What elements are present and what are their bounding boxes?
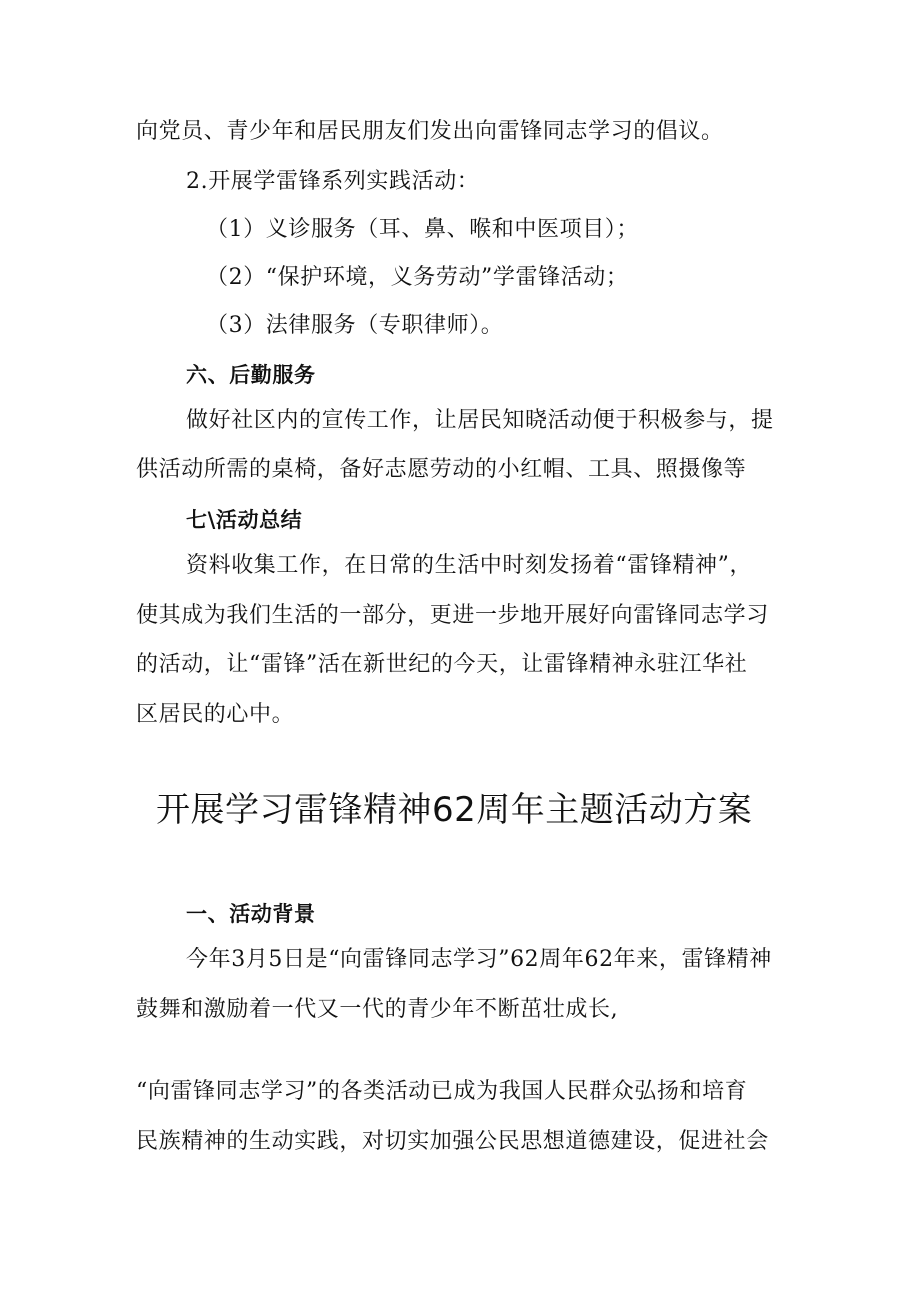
background-para1-line-2: 鼓舞和激励着一代又一代的青少年不断茁壮成长, (136, 997, 619, 1022)
summary-line-4: 区居民的心中。 (136, 702, 295, 727)
logistics-line-1: 做好社区内的宣传工作，让居民知晓活动便于积极参与，提 (186, 408, 774, 433)
intro-tail-line: 向党员、青少年和居民朋友们发出向雷锋同志学习的倡议。 (136, 119, 724, 144)
summary-line-1: 资料收集工作，在日常的生活中时刻发扬着“雷锋精神”， (186, 553, 753, 578)
sub-item-1: （1）义诊服务（耳、鼻、喉和中医项目）； (206, 217, 639, 242)
summary-line-2: 使其成为我们生活的一部分，更进一步地开展好向雷锋同志学习 (136, 603, 769, 628)
document-title: 开展学习雷锋精神62周年主题活动方案 (156, 790, 753, 830)
item2-heading: 2.开展学雷锋系列实践活动： (186, 169, 480, 194)
background-para2-line-1: “向雷锋同志学习”的各类活动已成为我国人民群众弘扬和培育 (136, 1079, 748, 1104)
background-heading: 一、活动背景 (186, 902, 316, 926)
summary-line-3: 的活动，让“雷锋”活在新世纪的今天，让雷锋精神永驻江华社 (136, 652, 748, 677)
sub-item-3: （3）法律服务（专职律师）。 (206, 313, 504, 338)
background-para2-line-2: 民族精神的生动实践，对切实加强公民思想道德建设，促进社会 (136, 1129, 769, 1154)
logistics-line-2: 供活动所需的桌椅，备好志愿劳动的小红帽、工具、照摄像等 (136, 457, 747, 482)
logistics-heading: 六、后勤服务 (186, 363, 316, 387)
sub-item-2: （2）“保护环境，义务劳动”学雷锋活动； (206, 265, 629, 290)
summary-heading: 七\活动总结 (186, 508, 303, 532)
background-para1-line-1: 今年3月5日是“向雷锋同志学习”62周年62年来，雷锋精神 (186, 947, 772, 972)
